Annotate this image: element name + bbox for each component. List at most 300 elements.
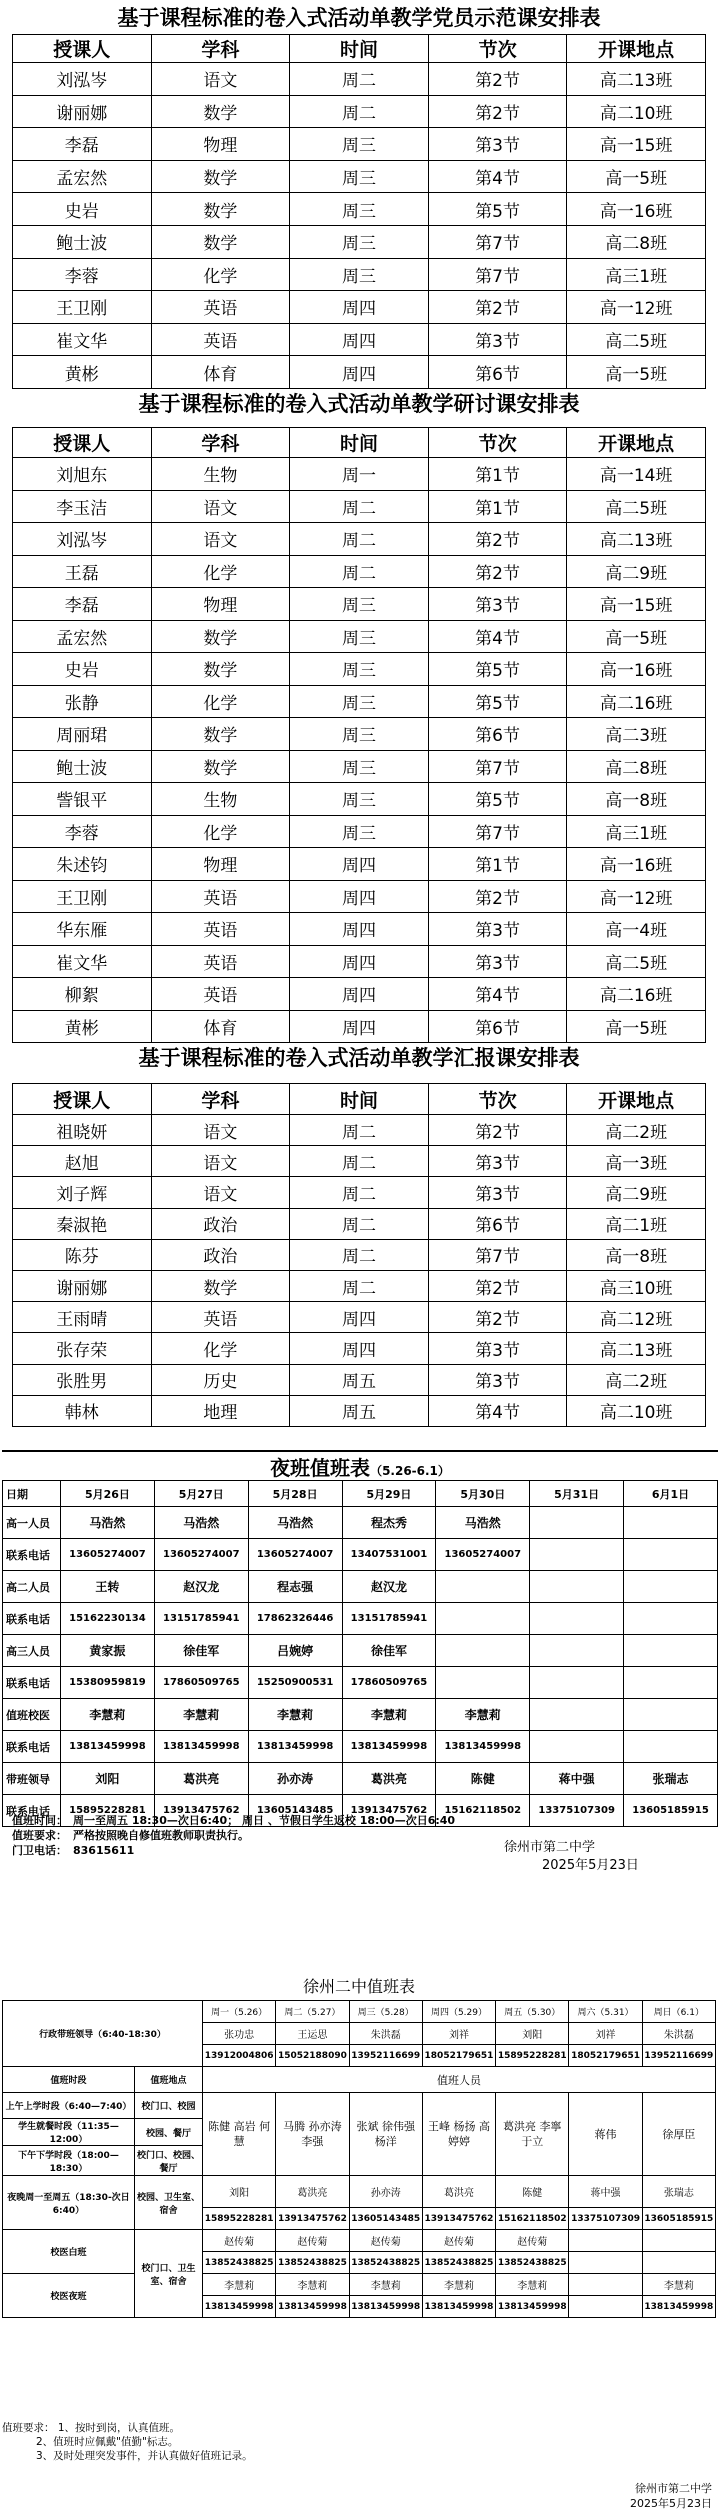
table-row <box>13 1270 706 1301</box>
note-label: 值班要求： <box>12 1829 67 1842</box>
doctor-night <box>569 2274 642 2296</box>
table-cell: 黄彬 <box>13 1010 152 1043</box>
doctor-day: 赵传菊 <box>496 2230 569 2252</box>
leader-name: 王运思 <box>276 2023 349 2045</box>
column-header: 节次 <box>428 35 567 63</box>
table-cell: 周三 <box>290 653 429 686</box>
table-cell: 化学 <box>151 258 290 291</box>
duty-row <box>3 1731 718 1763</box>
table-row <box>13 653 706 686</box>
table-cell: 第4节 <box>428 1395 567 1426</box>
duty-cell <box>624 1731 718 1763</box>
table-cell: 第5节 <box>428 783 567 816</box>
table-cell: 第2节 <box>428 95 567 128</box>
table-cell: 第5节 <box>428 685 567 718</box>
column-header: 学科 <box>151 1084 290 1115</box>
duty-cell: 17862326446 <box>248 1603 342 1635</box>
table-cell: 周四 <box>290 1302 429 1333</box>
column-header: 节次 <box>428 428 567 458</box>
table-cell: 数学 <box>151 718 290 751</box>
table-cell: 高一5班 <box>567 620 706 653</box>
table-row <box>13 356 706 389</box>
table-cell: 数学 <box>151 95 290 128</box>
table-row <box>13 1010 706 1043</box>
evening-leader: 陈健 <box>496 2176 569 2208</box>
table-cell: 王雨晴 <box>13 1302 152 1333</box>
table-row <box>3 2176 716 2208</box>
table-cell: 华东雁 <box>13 913 152 946</box>
table-cell: 周三 <box>290 225 429 258</box>
leader-name: 刘阳 <box>496 2023 569 2045</box>
duty-cell: 13605274007 <box>248 1539 342 1571</box>
table-cell: 政治 <box>151 1208 290 1239</box>
duty-cell <box>624 1539 718 1571</box>
table-cell: 刘泓岑 <box>13 523 152 556</box>
leader-phone: 13952116699 <box>349 2045 422 2067</box>
duty-cell: 刘阳 <box>61 1763 155 1795</box>
table-row <box>13 323 706 356</box>
table-cell: 第4节 <box>428 160 567 193</box>
duty-row <box>3 1763 718 1795</box>
doctor-day-phone <box>642 2252 715 2274</box>
leader-label: 行政带班领导（6:40-18:30） <box>3 2001 203 2067</box>
schedule-table <box>12 427 706 1043</box>
table-cell: 化学 <box>151 685 290 718</box>
doctor-day-phone: 13852438825 <box>203 2252 276 2274</box>
table-cell: 史岩 <box>13 193 152 226</box>
header-row <box>13 1084 706 1115</box>
table-cell: 周丽珺 <box>13 718 152 751</box>
table-cell: 秦淑艳 <box>13 1208 152 1239</box>
table-cell: 体育 <box>151 356 290 389</box>
duty-cell: 13407531001 <box>342 1539 436 1571</box>
table-cell: 周四 <box>290 356 429 389</box>
duty-cell: 13151785941 <box>342 1603 436 1635</box>
schedule-table <box>12 1083 706 1427</box>
doctor-day: 赵传菊 <box>422 2230 495 2252</box>
duty-cell <box>624 1603 718 1635</box>
table-cell: 周四 <box>290 945 429 978</box>
duty-cell: 13813459998 <box>61 1731 155 1763</box>
day-header: 周四（5.29） <box>422 2001 495 2023</box>
duty-cell <box>530 1603 624 1635</box>
table-cell: 高三1班 <box>567 815 706 848</box>
leader-phone: 18052179651 <box>422 2045 495 2067</box>
table-cell: 第7节 <box>428 750 567 783</box>
date-cell: 5月27日 <box>154 1481 248 1507</box>
column-header: 学科 <box>151 428 290 458</box>
table-cell: 物理 <box>151 128 290 161</box>
duty-cell: 13605274007 <box>61 1539 155 1571</box>
table-title: 基于课程标准的卷入式活动单教学党员示范课安排表 <box>117 6 601 30</box>
table-cell: 李玉洁 <box>13 490 152 523</box>
table-cell: 周三 <box>290 685 429 718</box>
table-cell: 刘子辉 <box>13 1177 152 1208</box>
duty-cell: 马浩然 <box>61 1507 155 1539</box>
row-label: 高三人员 <box>3 1635 61 1667</box>
table-cell: 高三1班 <box>567 258 706 291</box>
table-cell: 高二16班 <box>567 685 706 718</box>
duty-cell: 黄家振 <box>61 1635 155 1667</box>
table-cell: 周二 <box>290 1177 429 1208</box>
doctor-night-phone: 13813459998 <box>349 2296 422 2318</box>
table-cell: 高二10班 <box>567 1395 706 1426</box>
column-header: 节次 <box>428 1084 567 1115</box>
period-name: 上午上学时段（6:40—7:40） <box>3 2093 135 2119</box>
table-cell: 高一8班 <box>567 1239 706 1270</box>
duty-title: 徐州二中值班表 <box>302 1977 415 1996</box>
staff-cell: 陈健 高岩 何慧 <box>203 2093 276 2176</box>
table-row <box>13 1302 706 1333</box>
table-row <box>3 2274 716 2296</box>
table-cell: 高一14班 <box>567 458 706 491</box>
evening-label: 夜晚周一至周五（18:30-次日6:40） <box>3 2176 135 2230</box>
duty-cell <box>436 1667 530 1699</box>
table-cell: 崔文华 <box>13 323 152 356</box>
duty-cell <box>530 1571 624 1603</box>
table-row <box>13 913 706 946</box>
table-cell: 高二9班 <box>567 555 706 588</box>
table-cell: 第6节 <box>428 1208 567 1239</box>
duty-row <box>3 1507 718 1539</box>
table-cell: 第7节 <box>428 258 567 291</box>
table-cell: 高二10班 <box>567 95 706 128</box>
duty-cell: 13375107309 <box>530 1795 624 1827</box>
duty-table <box>2 2000 716 2318</box>
table-cell: 高一5班 <box>567 1010 706 1043</box>
table-row <box>13 63 706 96</box>
doctor-night-phone: 13813459998 <box>496 2296 569 2318</box>
table-cell: 第2节 <box>428 63 567 96</box>
table-row <box>3 2093 716 2119</box>
table-row <box>13 291 706 324</box>
duty-footer-school: 徐州市第二中学 <box>635 2482 712 2495</box>
doctor-day <box>569 2230 642 2252</box>
table-cell: 周三 <box>290 588 429 621</box>
doctor-day-phone: 13852438825 <box>349 2252 422 2274</box>
table-cell: 周五 <box>290 1364 429 1395</box>
leader-phone: 13912004806 <box>203 2045 276 2067</box>
evening-phone: 13913475762 <box>276 2208 349 2230</box>
table-row <box>13 978 706 1011</box>
table-cell: 周三 <box>290 750 429 783</box>
table-cell: 周四 <box>290 880 429 913</box>
date-label: 日期 <box>3 1481 61 1507</box>
table-cell: 第2节 <box>428 523 567 556</box>
table-row <box>13 458 706 491</box>
doctor-night-phone: 13813459998 <box>642 2296 715 2318</box>
table-cell: 周四 <box>290 1333 429 1364</box>
duty-cell <box>530 1731 624 1763</box>
evening-phone: 15162118502 <box>496 2208 569 2230</box>
table-cell: 高三10班 <box>567 1270 706 1301</box>
evening-leader: 刘阳 <box>203 2176 276 2208</box>
table-cell: 第1节 <box>428 458 567 491</box>
day-header: 周六（5.31） <box>569 2001 642 2023</box>
period-name: 学生就餐时段（11:35—12:00） <box>3 2119 135 2146</box>
doctor-night: 李慧莉 <box>349 2274 422 2296</box>
table-row <box>13 555 706 588</box>
table-cell: 高二13班 <box>567 1333 706 1364</box>
table-cell: 英语 <box>151 945 290 978</box>
duty-cell: 马浩然 <box>436 1507 530 1539</box>
row-label: 高一人员 <box>3 1507 61 1539</box>
duty-cell: 陈健 <box>436 1763 530 1795</box>
duty-cell: 程杰秀 <box>342 1507 436 1539</box>
note-label: 门卫电话： <box>12 1844 67 1857</box>
row-label: 联系电话 <box>3 1795 61 1827</box>
table-cell: 高一16班 <box>567 848 706 881</box>
table-cell: 第6节 <box>428 718 567 751</box>
period-place: 校园、餐厅 <box>135 2119 203 2146</box>
doctor-night: 李慧莉 <box>642 2274 715 2296</box>
table-cell: 第2节 <box>428 880 567 913</box>
table-cell: 周三 <box>290 718 429 751</box>
table-cell: 高二12班 <box>567 1302 706 1333</box>
table-cell: 第7节 <box>428 225 567 258</box>
table-cell: 数学 <box>151 750 290 783</box>
doctor-day <box>642 2230 715 2252</box>
table-cell: 周二 <box>290 95 429 128</box>
table-row <box>13 1333 706 1364</box>
table-cell: 高二3班 <box>567 718 706 751</box>
note-text: 严格按照晚自修值班教师职责执行。 <box>73 1829 249 1842</box>
duty-cell <box>624 1635 718 1667</box>
duty-cell <box>530 1699 624 1731</box>
note-text: 周一至周五 18:30—次日6:40； 周日 、节假日学生返校 18:00—次日6:40 <box>73 1814 456 1827</box>
night-footer-date: 2025年5月23日 <box>542 1858 639 1873</box>
table-cell: 第2节 <box>428 555 567 588</box>
evening-phone: 13913475762 <box>422 2208 495 2230</box>
table-cell: 语文 <box>151 1115 290 1146</box>
table-cell: 高二16班 <box>567 978 706 1011</box>
table-cell: 第1节 <box>428 848 567 881</box>
duty-cell <box>436 1571 530 1603</box>
row-label: 高二人员 <box>3 1571 61 1603</box>
doctor-day-phone: 13852438825 <box>422 2252 495 2274</box>
duty-cell <box>436 1603 530 1635</box>
doctor-night-phone: 13813459998 <box>422 2296 495 2318</box>
table-cell: 谢丽娜 <box>13 1270 152 1301</box>
table-cell: 高一16班 <box>567 653 706 686</box>
column-header: 开课地点 <box>567 428 706 458</box>
row-label: 值班校医 <box>3 1699 61 1731</box>
duty-cell <box>530 1539 624 1571</box>
table-cell: 第7节 <box>428 1239 567 1270</box>
table-cell: 朱述钧 <box>13 848 152 881</box>
staff-cell: 张斌 徐伟强 杨洋 <box>349 2093 422 2176</box>
duty-cell: 赵汉龙 <box>342 1571 436 1603</box>
table-cell: 周四 <box>290 323 429 356</box>
table-cell: 语文 <box>151 63 290 96</box>
evening-phone: 13375107309 <box>569 2208 642 2230</box>
school-duty-sheet <box>0 1950 718 2519</box>
table-row <box>13 945 706 978</box>
table-cell: 谢丽娜 <box>13 95 152 128</box>
night-duty-title: 夜班值班表（5.26-6.1） <box>270 1456 450 1480</box>
table-cell: 英语 <box>151 291 290 324</box>
note-line <box>12 1812 455 1828</box>
table-cell: 周二 <box>290 1115 429 1146</box>
table-cell: 高二9班 <box>567 1177 706 1208</box>
doctor-day: 赵传菊 <box>349 2230 422 2252</box>
table-cell: 李磊 <box>13 128 152 161</box>
table-cell: 周四 <box>290 1010 429 1043</box>
duty-cell: 13913475762 <box>342 1795 436 1827</box>
table-row <box>13 750 706 783</box>
evening-leader: 蒋中强 <box>569 2176 642 2208</box>
table-cell: 高二2班 <box>567 1364 706 1395</box>
duty-cell <box>624 1571 718 1603</box>
table-cell: 刘泓岑 <box>13 63 152 96</box>
day-header: 周二（5.27） <box>276 2001 349 2023</box>
date-cell: 5月31日 <box>530 1481 624 1507</box>
table-cell: 第4节 <box>428 978 567 1011</box>
table-cell: 数学 <box>151 1270 290 1301</box>
leader-phone: 15052188090 <box>276 2045 349 2067</box>
table-cell: 第1节 <box>428 490 567 523</box>
duty-cell: 马浩然 <box>248 1507 342 1539</box>
table-cell: 周三 <box>290 258 429 291</box>
table-cell: 周四 <box>290 978 429 1011</box>
leader-phone: 15895228281 <box>496 2045 569 2067</box>
column-header: 授课人 <box>13 1084 152 1115</box>
table-row <box>13 523 706 556</box>
evening-leader: 葛洪亮 <box>422 2176 495 2208</box>
table-cell: 数学 <box>151 160 290 193</box>
table-row <box>13 685 706 718</box>
table-cell: 第3节 <box>428 913 567 946</box>
table-cell: 数学 <box>151 653 290 686</box>
duty-cell: 李慧莉 <box>248 1699 342 1731</box>
duty-row <box>3 1635 718 1667</box>
table-cell: 高二5班 <box>567 945 706 978</box>
row-label: 联系电话 <box>3 1667 61 1699</box>
table-cell: 鲍士波 <box>13 225 152 258</box>
duty-cell: 王转 <box>61 1571 155 1603</box>
table-cell: 高二8班 <box>567 225 706 258</box>
table-cell: 陈芬 <box>13 1239 152 1270</box>
header-row <box>13 35 706 63</box>
table-cell: 第2节 <box>428 291 567 324</box>
table-cell: 高一5班 <box>567 356 706 389</box>
note-label: 值班时间： <box>12 1814 67 1827</box>
table-title: 基于课程标准的卷入式活动单教学研讨课安排表 <box>138 392 580 416</box>
column-header: 开课地点 <box>567 1084 706 1115</box>
column-header: 授课人 <box>13 428 152 458</box>
duty-note: 2、值班时应佩戴"值勤"标志。 <box>36 2436 179 2448</box>
table-cell: 周二 <box>290 1146 429 1177</box>
schedule-table <box>12 34 706 389</box>
table-cell: 第6节 <box>428 356 567 389</box>
duty-note: 3、及时处理突发事件，并认真做好值班记录。 <box>36 2450 253 2462</box>
table-cell: 高二13班 <box>567 63 706 96</box>
leader-phone: 18052179651 <box>569 2045 642 2067</box>
duty-cell: 13813459998 <box>248 1731 342 1763</box>
table-cell: 王磊 <box>13 555 152 588</box>
doctor-place: 校门口、卫生室、宿舍 <box>135 2230 203 2318</box>
table-cell: 周三 <box>290 620 429 653</box>
table-cell: 高一16班 <box>567 193 706 226</box>
duty-cell: 徐佳军 <box>342 1635 436 1667</box>
table-row <box>13 490 706 523</box>
table-row <box>13 258 706 291</box>
day-header: 周日（6.1） <box>642 2001 715 2023</box>
table-cell: 语文 <box>151 490 290 523</box>
duty-cell: 徐佳军 <box>154 1635 248 1667</box>
night-duty-table <box>2 1480 718 1827</box>
duty-cell: 15162118502 <box>436 1795 530 1827</box>
table-cell: 数学 <box>151 620 290 653</box>
leader-name: 张功忠 <box>203 2023 276 2045</box>
table-cell: 第2节 <box>428 1115 567 1146</box>
duty-cell <box>530 1635 624 1667</box>
column-header: 时间 <box>290 1084 429 1115</box>
table-cell: 高一4班 <box>567 913 706 946</box>
table-cell: 鲍士波 <box>13 750 152 783</box>
table-cell: 訾银平 <box>13 783 152 816</box>
table-cell: 第3节 <box>428 1364 567 1395</box>
evening-leader: 张瑞志 <box>642 2176 715 2208</box>
leader-name: 朱洪磊 <box>642 2023 715 2045</box>
table-cell: 周一 <box>290 458 429 491</box>
table-row <box>13 1115 706 1146</box>
table-cell: 赵旭 <box>13 1146 152 1177</box>
table-cell: 孟宏然 <box>13 620 152 653</box>
duty-cell: 13913475762 <box>154 1795 248 1827</box>
table-cell: 周二 <box>290 1239 429 1270</box>
table-cell: 生物 <box>151 783 290 816</box>
table-cell: 李蓉 <box>13 258 152 291</box>
date-cell: 5月28日 <box>248 1481 342 1507</box>
staff-cell: 葛洪亮 李寧 于立 <box>496 2093 569 2176</box>
table-row <box>13 225 706 258</box>
table-cell: 张胜男 <box>13 1364 152 1395</box>
doctor-night-phone <box>569 2296 642 2318</box>
table-cell: 数学 <box>151 193 290 226</box>
table-cell: 高一12班 <box>567 291 706 324</box>
evening-phone: 15895228281 <box>203 2208 276 2230</box>
table-row <box>3 2067 716 2093</box>
table-row <box>13 1146 706 1177</box>
table-row <box>3 2230 716 2252</box>
note-line <box>12 1827 249 1843</box>
table-cell: 语文 <box>151 1146 290 1177</box>
duty-cell: 李慧莉 <box>436 1699 530 1731</box>
duty-cell: 13151785941 <box>154 1603 248 1635</box>
duty-row <box>3 1539 718 1571</box>
column-header: 时间 <box>290 428 429 458</box>
table-cell: 孟宏然 <box>13 160 152 193</box>
doctor-day-phone: 13852438825 <box>496 2252 569 2274</box>
table-cell: 第3节 <box>428 945 567 978</box>
table-cell: 李磊 <box>13 588 152 621</box>
table-cell: 周二 <box>290 1208 429 1239</box>
table-row <box>13 815 706 848</box>
duty-cell: 马浩然 <box>154 1507 248 1539</box>
evening-place: 校园、卫生室、宿舍 <box>135 2176 203 2230</box>
evening-phone: 13605185915 <box>642 2208 715 2230</box>
doctor-day: 赵传菊 <box>203 2230 276 2252</box>
table-title: 基于课程标准的卷入式活动单教学汇报课安排表 <box>138 1046 580 1070</box>
duty-cell: 13605274007 <box>436 1539 530 1571</box>
staff-header: 值班人员 <box>203 2067 716 2093</box>
duty-cell: 吕婉婷 <box>248 1635 342 1667</box>
table-cell: 崔文华 <box>13 945 152 978</box>
table-cell: 化学 <box>151 555 290 588</box>
table-cell: 语文 <box>151 523 290 556</box>
table-cell: 第5节 <box>428 653 567 686</box>
